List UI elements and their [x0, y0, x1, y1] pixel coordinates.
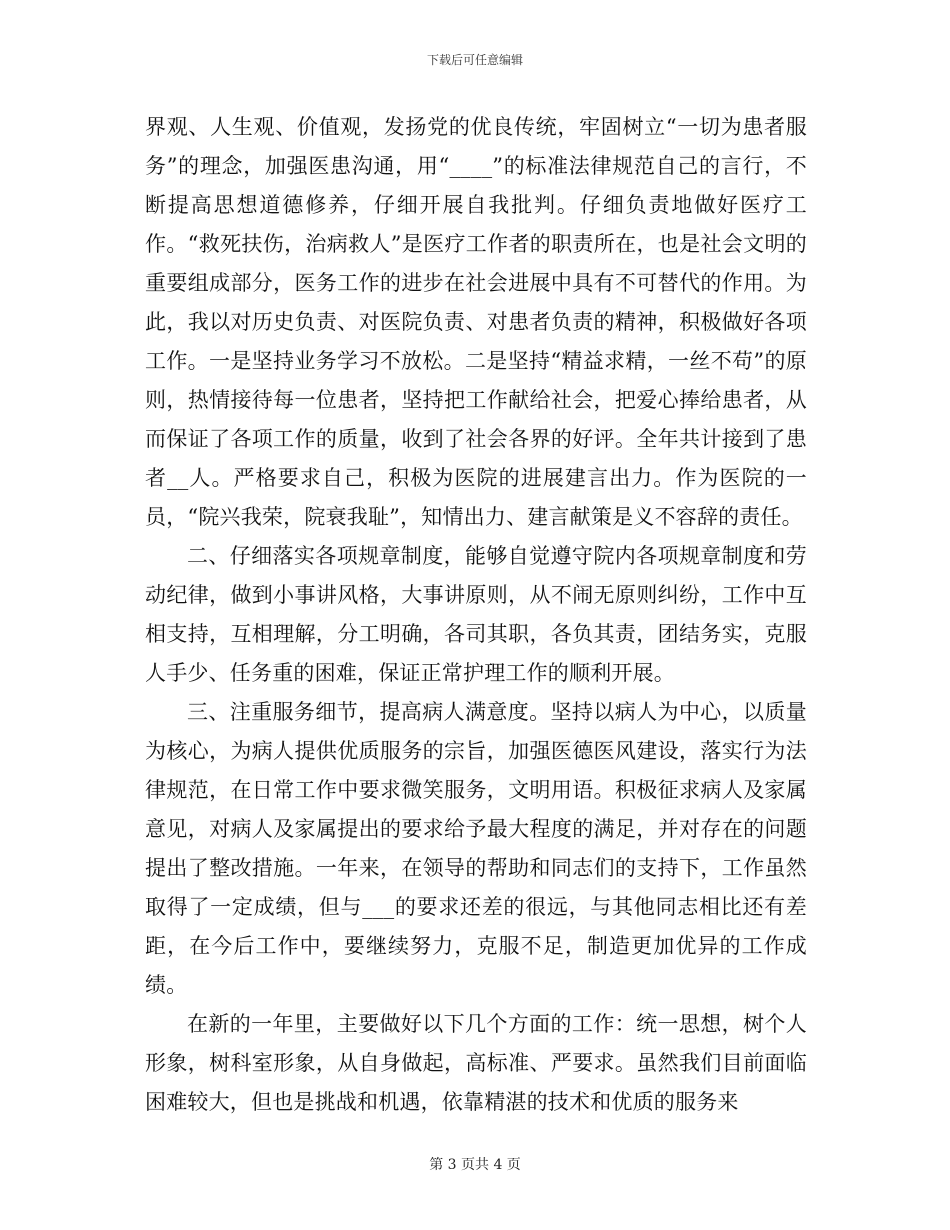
- paragraph-rules-discipline: 二、仔细落实各项规章制度，能够自觉遵守院内各项规章制度和劳动纪律，做到小事讲风格，大事讲原则，从不闹无原则纠纷，工作中互相支持，互相理解，分工明确，各司其职，各负其责，团结务实，克服人手少、任务重的困难，保证正常护理工作的顺利开展。: [145, 544, 807, 685]
- paragraph-new-year-plan: 在新的一年里，主要做好以下几个方面的工作：统一思想，树个人形象，树科室形象，从自身做起，高标准、严要求。虽然我们目前面临困难较大，但也是挑战和机遇，依靠精湛的技术和优质的服务来: [145, 1012, 807, 1114]
- document-body: [145, 108, 807, 1122]
- page-number: 第 3 页共 4 页: [429, 1157, 521, 1173]
- paragraph-service-details: 三、注重服务细节，提高病人满意度。坚持以病人为中心，以质量为核心，为病人提供优质服务的宗旨，加强医德医风建设，落实行为法律规范，在日常工作中要求微笑服务，文明用语。积极征求病人及家属意见，对病人及家属提出的要求给予最大程度的满足，并对存在的问题提出了整改措施。一年来，在领导的帮助和同志们的支持下，工作虽然取得了一定成绩，但与___的要求还差的很远，与其他同志相比还有差距，在今后工作中，要继续努力，克服不足，制造更加优异的工作成绩。: [145, 700, 807, 997]
- page-header: 下载后可任意编辑: [426, 53, 523, 67]
- paragraph-continuation: 界观、人生观、价值观，发扬党的优良传统，牢固树立“一切为患者服务”的理念，加强医患沟通，用“____”的标准法律规范自己的言行，不断提高思想道德修养，仔细开展自我批判。仔细负责地做好医疗工作。“救死扶伤，治病救人”是医疗工作者的职责所在，也是社会文明的重要组成部分，医务工作的进步在社会进展中具有不可替代的作用。为此，我以对历史负责、对医院负责、对患者负责的精神，积极做好各项工作。一是坚持业务学习不放松。二是坚持“精益求精，一丝不苟”的原则，热情接待每一位患者，坚持把工作献给社会，把爱心捧给患者，从而保证了各项工作的质量，收到了社会各界的好评。全年共计接到了患者__人。严格要求自己，积极为医院的进展建言出力。作为医院的一员，“院兴我荣，院衰我耻”，知情出力、建言献策是义不容辞的责任。: [145, 115, 807, 529]
